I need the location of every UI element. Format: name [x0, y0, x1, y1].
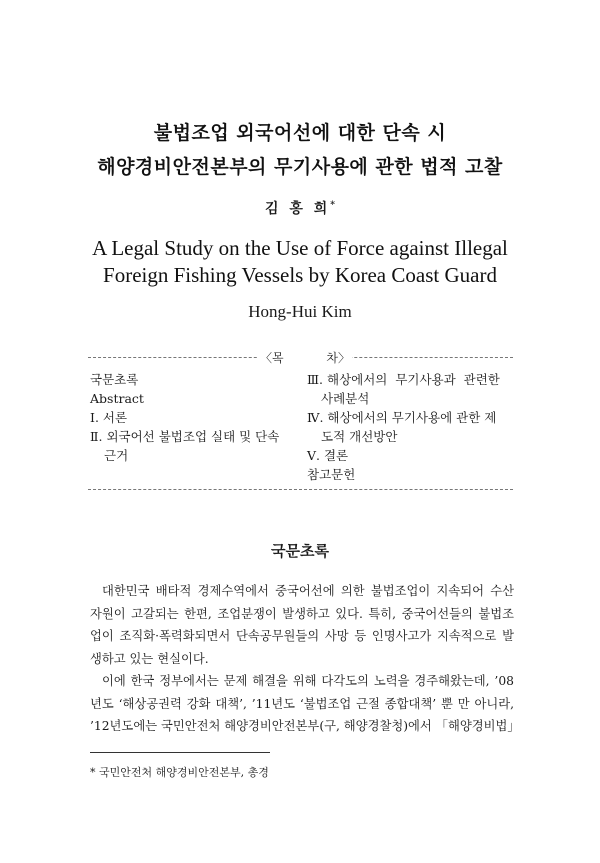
english-title-line-1: A Legal Study on the Use of Force against Illegal — [92, 236, 508, 260]
toc-bottom-rule — [88, 489, 513, 490]
author-footnote-mark: * — [330, 200, 336, 211]
korean-title-line-1: 불법조업 외국어선에 대한 단속 시 — [153, 122, 447, 144]
abstract-line: 자원이 고갈되는 한편, 조업분쟁이 발생하고 있다. 특히, 중국어선들의 불법조 — [90, 606, 514, 621]
english-title-line-2: Foreign Fishing Vessels by Korea Coast Guard — [103, 263, 497, 287]
toc-item-label: Ⅲ. 해상에서의 무기사용과 관련한 — [307, 372, 500, 387]
toc-item-label: Abstract — [90, 391, 144, 406]
toc-item — [90, 427, 300, 465]
abstract-line: 년도 ‘해상공권력 강화 대책’, ’11년도 ‘불법조업 근절 종합대책’ 뿐 만 아니라, — [90, 696, 514, 711]
toc-heading-open: 〈목 — [260, 351, 284, 365]
abstract-body — [90, 580, 520, 738]
toc-left-column — [90, 370, 300, 465]
toc-heading — [258, 349, 352, 366]
footnote: * 국민안전처 해양경비안전본부, 총경 — [90, 766, 269, 779]
footnote-rule — [90, 752, 270, 753]
korean-title-line-2: 해양경비안전본부의 무기사용에 관한 법적 고찰 — [97, 156, 503, 178]
toc-item-continuation: 근거 — [104, 448, 129, 463]
toc-item-label: Ⅴ. 결론 — [307, 448, 349, 463]
toc-item — [90, 370, 300, 389]
toc-item-label: Ⅱ. 외국어선 불법조업 실태 및 단속 — [90, 429, 280, 444]
toc-item — [307, 370, 517, 408]
toc-item-label: 참고문헌 — [307, 467, 356, 482]
toc-item — [307, 408, 517, 446]
abstract-line: 생하고 있는 현실이다. — [90, 651, 209, 666]
abstract-line: 업이 조직화·폭력화되면서 단속공무원들의 사망 등 인명사고가 지속적으로 발 — [90, 629, 514, 643]
toc-item-continuation: 도적 개선방안 — [321, 429, 398, 444]
toc-item — [90, 408, 300, 427]
toc-item-label: Ⅳ. 해상에서의 무기사용에 관한 제 — [307, 410, 497, 425]
toc-heading-close: 차〉 — [326, 351, 350, 365]
english-author: Hong-Hui Kim — [248, 302, 352, 321]
toc-item-label: 국문초록 — [90, 372, 139, 387]
toc-right-column — [307, 370, 517, 484]
abstract-line: 이에 한국 정부에서는 문제 해결을 위해 다각도의 노력을 경주해왔는데, ’08 — [102, 674, 514, 688]
toc-item — [90, 389, 300, 408]
abstract-line: ’12년도에는 국민안전처 해양경비안전본부(구, 해양경찰청)에서 「해양경비법」 — [90, 719, 520, 733]
abstract-heading: 국문초록 — [271, 542, 329, 560]
korean-author-name: 김 홍 희 — [264, 201, 331, 217]
toc-item-continuation: 사례분석 — [321, 391, 370, 406]
korean-author — [0, 198, 600, 218]
toc-item — [307, 465, 517, 484]
abstract-line: 대한민국 배타적 경제수역에서 중국어선에 의한 불법조업이 지속되어 수산 — [102, 584, 514, 598]
toc-item-label: Ⅰ. 서론 — [90, 410, 128, 425]
toc-item — [307, 446, 517, 465]
